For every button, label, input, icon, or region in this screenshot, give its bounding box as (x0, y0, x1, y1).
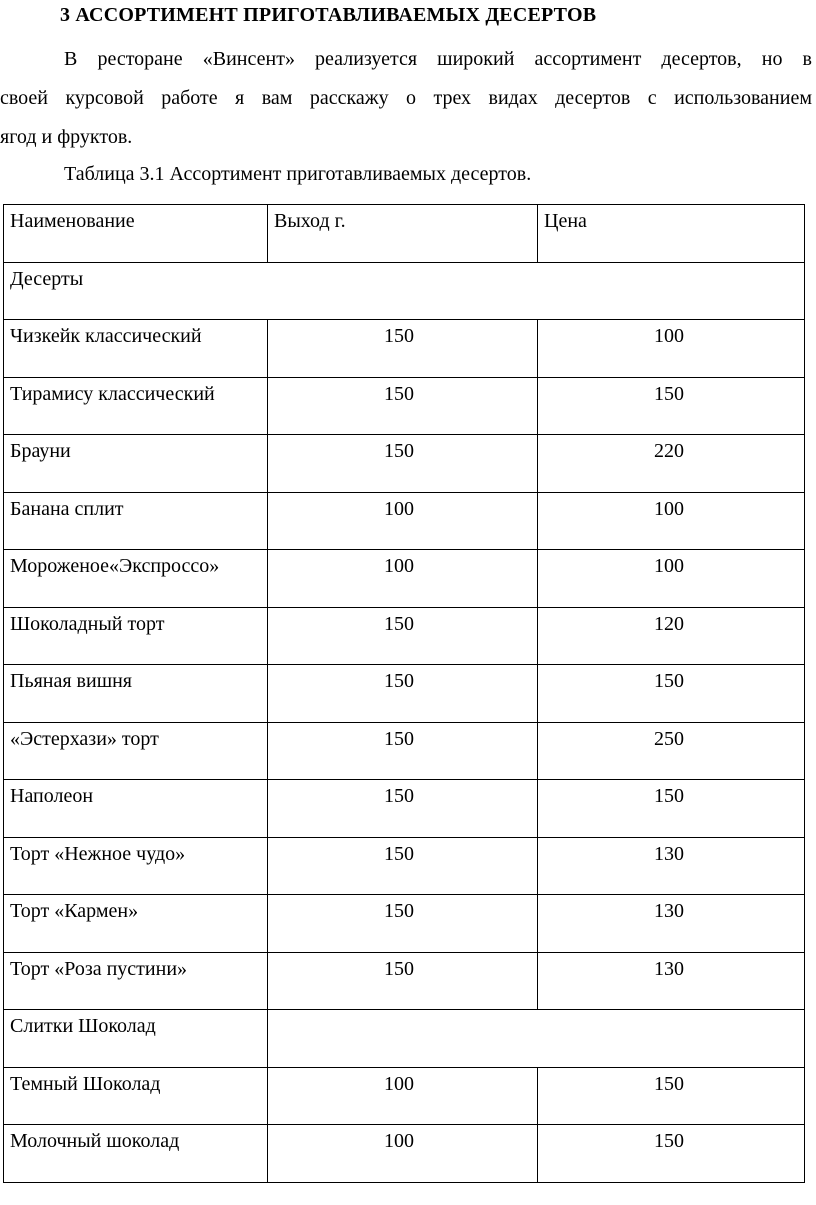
name-cell (4, 837, 268, 895)
price-cell (538, 492, 805, 550)
name-cell-text: Тирамису классический (10, 382, 215, 405)
output-cell-text: 150 (384, 325, 414, 347)
group-label: Десерты (10, 267, 84, 290)
output-cell (268, 550, 538, 608)
name-cell-text: Банана сплит (10, 497, 124, 520)
intro-line-3: ягод и фруктов. (0, 126, 133, 148)
name-cell (4, 550, 268, 608)
header-name-label: Наименование (10, 210, 135, 232)
table-row (4, 780, 805, 838)
price-cell-text: 130 (654, 842, 684, 865)
table-row (4, 1067, 805, 1125)
intro-line-2: своей курсовой работе я вам расскажу о трех видах десертов с использованием (0, 87, 812, 109)
name-cell-text: Наполеон (10, 785, 94, 807)
name-cell (4, 320, 268, 378)
price-cell-text: 150 (654, 382, 684, 405)
output-cell (268, 435, 538, 493)
header-cell-price (538, 205, 805, 263)
output-cell (268, 952, 538, 1010)
price-cell (538, 377, 805, 435)
price-cell (538, 722, 805, 780)
table-row (4, 665, 805, 723)
output-cell-text: 150 (384, 900, 414, 922)
output-cell-text: 100 (384, 1072, 414, 1095)
price-cell (538, 550, 805, 608)
name-cell (4, 377, 268, 435)
output-cell-text: 150 (384, 957, 414, 980)
price-cell-text: 150 (654, 785, 684, 807)
output-cell (268, 1067, 538, 1125)
price-cell-text: 150 (654, 670, 684, 692)
name-cell-text: Торт «Кармен» (10, 900, 139, 922)
subgroup-label: Слитки Шоколад (10, 1015, 156, 1037)
name-cell (4, 492, 268, 550)
header-cell-name (4, 205, 268, 263)
output-cell (268, 780, 538, 838)
group-cell (4, 262, 805, 320)
price-cell (538, 665, 805, 723)
price-cell (538, 607, 805, 665)
output-cell (268, 492, 538, 550)
table-row (4, 837, 805, 895)
name-cell (4, 1067, 268, 1125)
name-cell-text: Торт «Нежное чудо» (10, 842, 186, 865)
price-cell-text: 220 (654, 440, 684, 462)
price-cell-text: 100 (654, 325, 684, 347)
name-cell (4, 607, 268, 665)
table-row (4, 320, 805, 378)
name-cell-text: Чизкейк классический (10, 325, 202, 347)
name-cell (4, 1125, 268, 1183)
table-row (4, 550, 805, 608)
output-cell-text: 150 (384, 440, 414, 462)
name-cell-text: «Эстерхази» торт (10, 727, 159, 750)
output-cell-text: 150 (384, 727, 414, 750)
price-cell-text: 100 (654, 555, 684, 577)
header-output-label: Выход г. (274, 210, 346, 232)
price-cell-text: 130 (654, 957, 684, 980)
intro-line-1: В ресторане «Винсент» реализуется широкий ассортимент десертов, но в (64, 48, 812, 70)
name-cell-text: Мороженое«Экспроссо» (10, 555, 220, 577)
table-body (4, 262, 805, 1182)
table-row (4, 435, 805, 493)
price-cell-text: 100 (654, 497, 684, 520)
output-cell-text: 100 (384, 1130, 414, 1152)
price-cell (538, 1125, 805, 1183)
price-cell-text: 150 (654, 1130, 684, 1152)
price-cell-text: 250 (654, 727, 684, 750)
output-cell (268, 377, 538, 435)
price-cell (538, 435, 805, 493)
output-cell-text: 100 (384, 555, 414, 577)
price-cell (538, 320, 805, 378)
output-cell-text: 150 (384, 382, 414, 405)
name-cell-text: Темный Шоколад (10, 1072, 161, 1095)
output-cell (268, 722, 538, 780)
table-group-row (4, 262, 805, 320)
table-row (4, 1125, 805, 1183)
name-cell (4, 895, 268, 953)
table-header-row (4, 205, 805, 263)
price-cell (538, 780, 805, 838)
name-cell (4, 952, 268, 1010)
price-cell (538, 837, 805, 895)
price-cell (538, 952, 805, 1010)
output-cell (268, 837, 538, 895)
intro-paragraph (0, 40, 816, 157)
output-cell-text: 150 (384, 842, 414, 865)
header-price-label: Цена (544, 210, 587, 232)
name-cell-text: Шоколадный торт (10, 612, 165, 635)
header-cell-output (268, 205, 538, 263)
price-cell (538, 895, 805, 953)
subgroup-cell (4, 1010, 268, 1068)
output-cell (268, 1125, 538, 1183)
name-cell (4, 722, 268, 780)
dessert-assortment-table (3, 204, 805, 1183)
output-cell (268, 665, 538, 723)
output-cell-text: 150 (384, 612, 414, 635)
table-row (4, 377, 805, 435)
name-cell (4, 665, 268, 723)
output-cell (268, 607, 538, 665)
output-cell (268, 320, 538, 378)
price-cell (538, 1067, 805, 1125)
section-heading: 3 АССОРТИМЕНТ ПРИГОТАВЛИВАЕМЫХ ДЕСЕРТОВ (60, 4, 597, 26)
name-cell-text: Торт «Роза пустини» (10, 957, 188, 980)
output-cell-text: 150 (384, 670, 414, 692)
name-cell-text: Молочный шоколад (10, 1130, 180, 1152)
table-row (4, 895, 805, 953)
table-caption: Таблица 3.1 Ассортимент приготавливаемых десертов. (64, 163, 532, 185)
subgroup-empty-cell (268, 1010, 805, 1068)
table-row (4, 722, 805, 780)
output-cell-text: 150 (384, 785, 414, 807)
name-cell-text: Брауни (10, 440, 71, 462)
name-cell (4, 780, 268, 838)
name-cell (4, 435, 268, 493)
price-cell-text: 150 (654, 1072, 684, 1095)
output-cell-text: 100 (384, 497, 414, 520)
table-subgroup-row (4, 1010, 805, 1068)
table-row (4, 492, 805, 550)
price-cell-text: 130 (654, 900, 684, 922)
table-row (4, 607, 805, 665)
price-cell-text: 120 (654, 612, 684, 635)
table-row (4, 952, 805, 1010)
name-cell-text: Пьяная вишня (10, 670, 132, 692)
output-cell (268, 895, 538, 953)
